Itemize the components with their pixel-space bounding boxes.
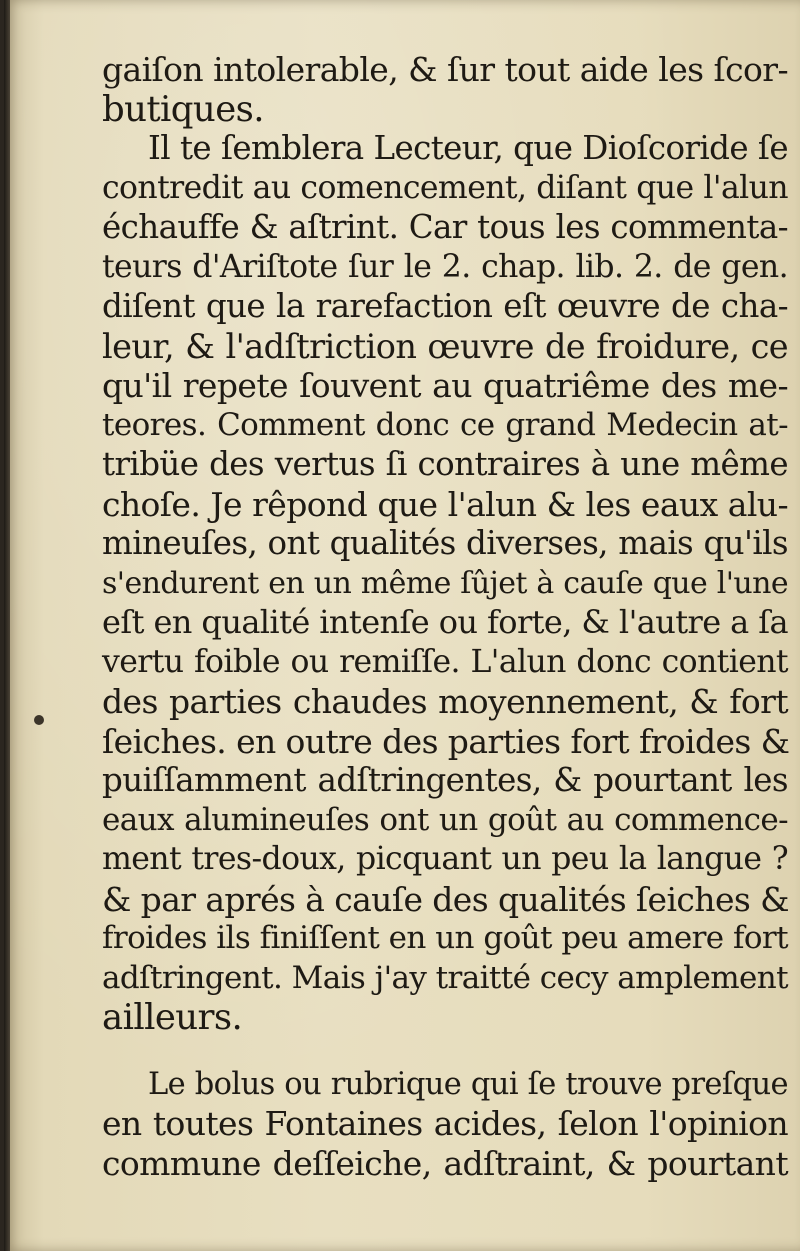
text-line: en toutes Fontaines acides, ſelon l'opinion <box>102 1104 788 1143</box>
text-line: choſe. Je rêpond que l'alun & les eaux alu- <box>102 484 788 524</box>
text-line: eſt en qualité intenſe ou forte, & l'autre a ſa <box>102 603 788 641</box>
text-line: adſtringent. Mais j'ay traitté cecy amplement <box>102 959 788 996</box>
paragraph-gap <box>102 1038 788 1065</box>
text-line: butiques. <box>102 88 264 130</box>
text-line: des parties chaudes moyennement, & fort <box>102 682 788 721</box>
text-line: Il te ſemblera Lecteur, que Dioſcoride ſe <box>148 129 788 167</box>
text-line: teores. Comment donc ce grand Medecin at- <box>102 406 788 443</box>
text-line: ailleurs. <box>102 997 243 1038</box>
text-line: froides ils finiſſent en un goût peu amere fort <box>102 920 788 956</box>
text-line: leur, & l'adſtriction œuvre de froidure, ce <box>102 326 788 366</box>
text-line: tribüe des vertus ſi contraires à une même <box>102 445 788 483</box>
text-line: vertu foible ou remiſſe. L'alun donc contient <box>102 643 788 680</box>
text-line: puiſſamment adſtringentes, & pourtant les <box>102 761 788 799</box>
text-line: teurs d'Ariſtote ſur le 2. chap. lib. 2. de gen. <box>102 248 788 285</box>
text-line: & par aprés à cauſe des qualités ſeiches & <box>102 879 789 919</box>
text-line: mineuſes, ont qualités diverses, mais qu'ils <box>102 524 788 562</box>
page-text <box>102 50 788 1183</box>
text-line: s'endurent en un même ſûjet à cauſe que l'une <box>102 565 788 601</box>
book-page <box>4 0 800 1251</box>
text-line: Le bolus ou rubrique qui ſe trouve preſque <box>148 1066 788 1102</box>
text-line: qu'il repete ſouvent au quatriême des me- <box>102 366 788 405</box>
text-line: ſeiches. en outre des parties fort froides & <box>102 721 790 761</box>
binding-gutter <box>4 0 10 1251</box>
text-line: ment tres-doux, picquant un peu la langue ? <box>102 841 788 877</box>
text-line: eaux alumineuſes ont un goût au commence- <box>102 801 788 838</box>
text-line: échauffe & aſtrint. Car tous les commenta- <box>102 208 788 246</box>
text-line: gaiſon intolerable, & ſur tout aide les ſcor- <box>102 50 788 89</box>
text-line: contredit au comencement, diſant que l'alun <box>102 169 788 206</box>
ink-stain <box>34 715 44 725</box>
text-line: commune deſſeiche, adſtraint, & pourtant <box>102 1143 788 1183</box>
text-line: diſent que la rarefaction eſt œuvre de cha- <box>102 287 788 325</box>
